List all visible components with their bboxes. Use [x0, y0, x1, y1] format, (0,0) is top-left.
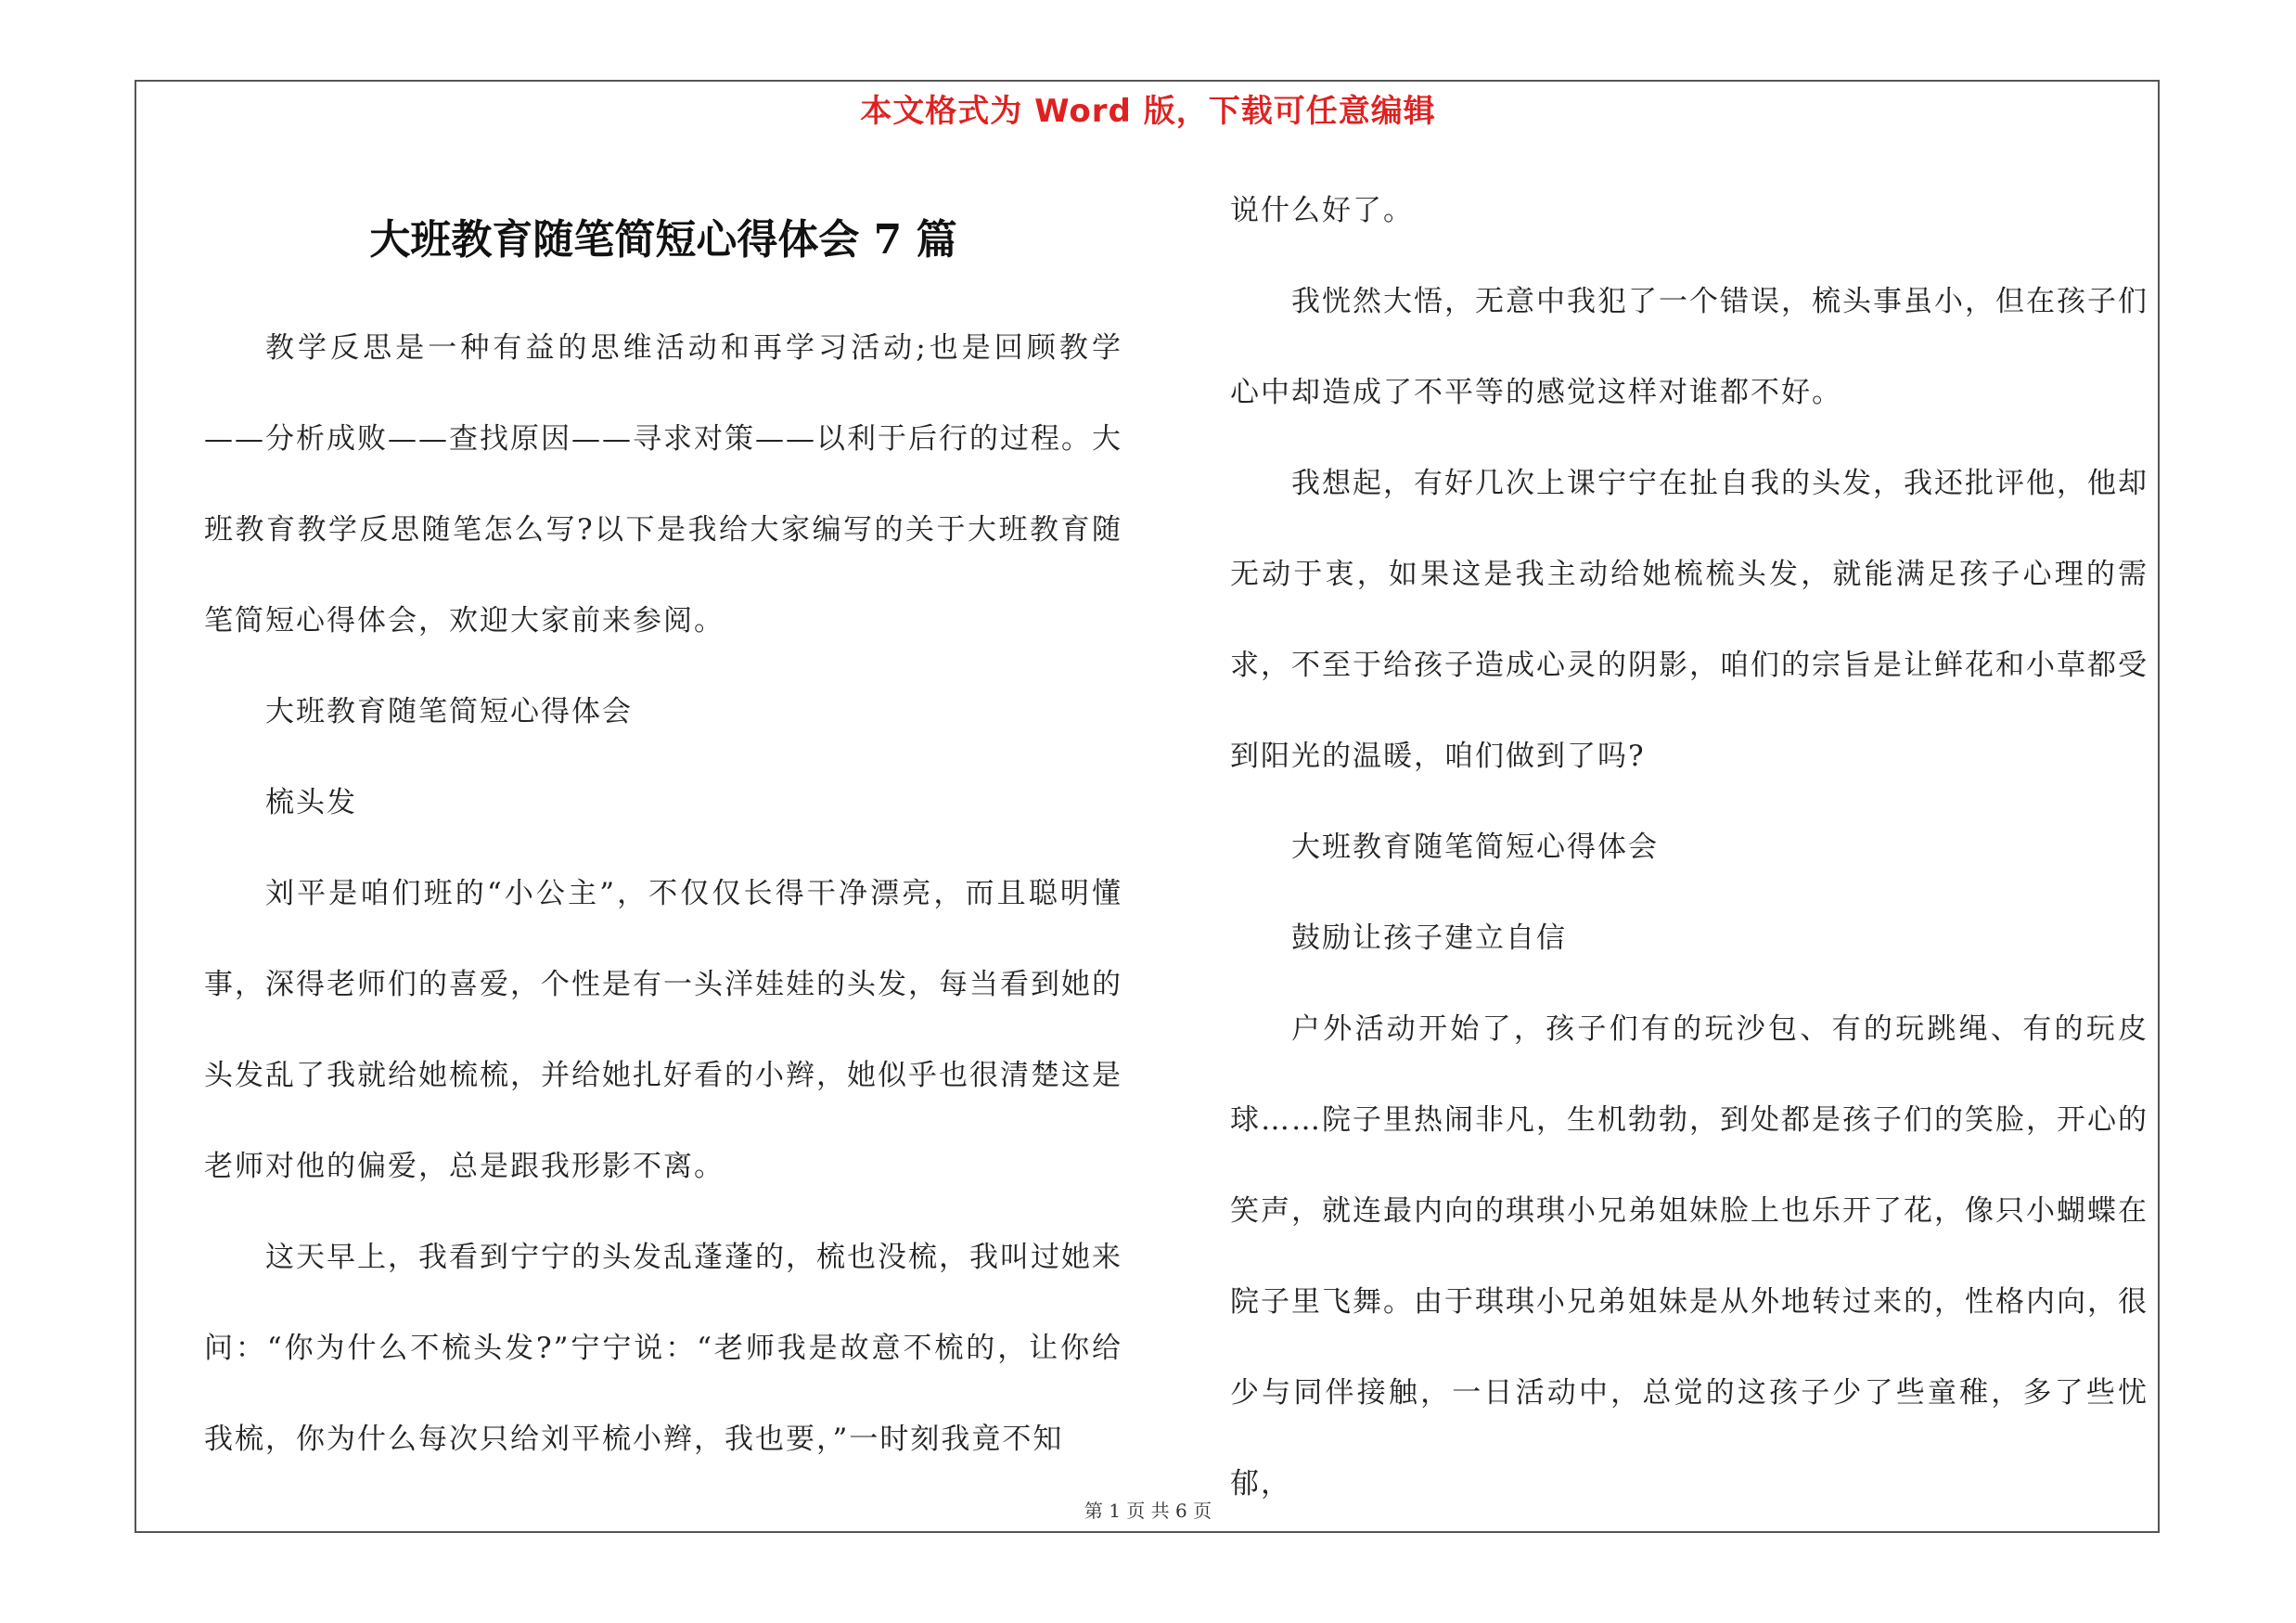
paragraph: 这天早上，我看到宁宁的头发乱蓬蓬的，梳也没梳，我叫过她来问：“你为什么不梳头发?”宁宁说：“老师我是故意不梳的，让你给我梳，你为什么每次只给刘平梳小辫，我也要，”一时刻我竟不知 [204, 1241, 1122, 1456]
paragraph: 教学反思是一种有益的思维活动和再学习活动;也是回顾教学——分析成败——查找原因——寻求对策——以利于后行的过程。大班教育教学反思随笔怎么写?以下是我给大家编写的关于大班教育随笔简短心得体会，欢迎大家前来参阅。 [204, 331, 1122, 638]
page-footer: 第 1 页 共 6 页 [1084, 1500, 1212, 1522]
format-banner: 本文格式为 Word 版，下载可任意编辑 [860, 93, 1436, 130]
paragraph: 鼓励让孩子建立自信 [1291, 921, 1567, 955]
paragraph: 大班教育随笔简短心得体会 [1291, 831, 1659, 864]
paragraph: 说什么好了。 [1230, 194, 1414, 227]
right-column [1230, 165, 2148, 1529]
left-column [204, 303, 1122, 1485]
paragraph: 我想起，有好几次上课宁宁在扯自我的头发，我还批评他，他却无动于衷，如果这是我主动给她梳梳头发，就能满足孩子心理的需求，不至于给孩子造成心灵的阴影，咱们的宗旨是让鲜花和小草都受到阳光的温暖，咱们做到了吗? [1230, 467, 2148, 773]
paragraph: 我恍然大悟，无意中我犯了一个错误，梳头事虽小，但在孩子们心中却造成了不平等的感觉这样对谁都不好。 [1230, 285, 2148, 409]
paragraph: 户外活动开始了，孩子们有的玩沙包、有的玩跳绳、有的玩皮球……院子里热闹非凡，生机勃勃，到处都是孩子们的笑脸，开心的笑声，就连最内向的琪琪小兄弟姐妹脸上也乐开了花，像只小蝴蝶在院子里飞舞。由于琪琪小兄弟姐妹是从外地转过来的，性格内向，很少与同伴接触，一日活动中，总觉的这孩子少了些童稚，多了些忧郁， [1230, 1012, 2148, 1501]
document-title: 大班教育随笔简短心得体会 7 篇 [369, 216, 957, 264]
paragraph: 梳头发 [265, 786, 357, 819]
paragraph: 大班教育随笔简短心得体会 [265, 695, 633, 728]
paragraph: 刘平是咱们班的“小公主”，不仅仅长得干净漂亮，而且聪明懂事，深得老师们的喜爱，个性是有一头洋娃娃的头发，每当看到她的头发乱了我就给她梳梳，并给她扎好看的小辫，她似乎也很清楚这是老师对他的偏爱，总是跟我形影不离。 [204, 877, 1122, 1183]
